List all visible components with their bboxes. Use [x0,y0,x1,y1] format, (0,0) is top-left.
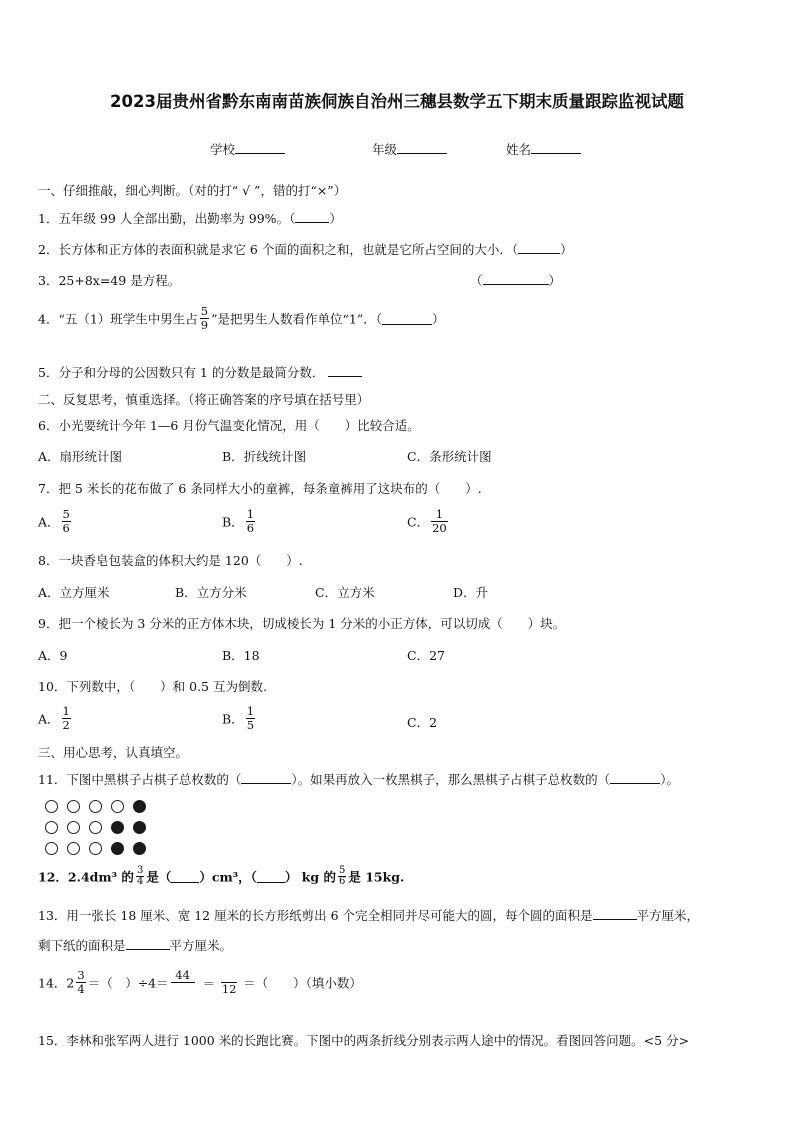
q10-a-denominator: 2 [62,718,70,732]
white-chess-piece [45,800,58,813]
q14-text-pre: 14．2 [38,975,75,991]
question-4 [38,305,445,332]
q11-text-2: ）。如果再放入一枚黑棋子，那么黑棋子占棋子总枚数的（ [291,772,611,787]
q8-option-d[interactable]: D．升 [453,585,489,600]
question-3 [38,271,180,289]
white-chess-piece [45,821,58,834]
q12-fraction-1-num: 3 [136,865,144,876]
white-chess-piece [111,800,124,813]
q13-text-2: 剩下纸的面积是 [38,938,126,953]
white-chess-piece [89,842,102,855]
q12-text-mid1: 是（ [146,869,172,885]
q4-numerator: 5 [200,304,209,318]
question-7: 7．把 5 米长的花布做了 6 条同样大小的童裤，每条童裤用了这块布的（ ）. [38,481,482,496]
page-title: 2023届贵州省黔东南南苗族侗族自治州三穗县数学五下期末质量跟踪监视试题 [110,92,684,111]
q2-text: 2．长方体和正方体的表面积就是求它 6 个面的面积之和，也就是它所占空间的大小．（ [38,242,519,257]
school-label: 学校 [210,142,236,157]
q1-answer-blank[interactable] [295,210,329,223]
q4-text-post: ”是把男生人数看作单位“1”．（ [211,311,382,327]
grade-field[interactable] [372,140,447,158]
q7-a-numerator: 5 [62,507,70,521]
q6-option-a[interactable]: A．扇形统计图 [38,449,123,464]
q12-text-mid3: ） kg 的 [284,869,336,885]
q10-option-b[interactable] [222,705,257,732]
white-chess-piece [89,821,102,834]
q14-text-eq1: ＝（ ）÷4＝ [87,975,169,991]
black-chess-piece [133,821,146,834]
q7-a-denominator: 6 [62,521,70,535]
q7-option-b-label: B． [222,514,244,530]
question-10: 10．下列数中，（ ）和 0.5 互为倒数. [38,679,267,694]
q10-b-denominator: 5 [246,718,255,732]
black-chess-piece [133,800,146,813]
question-13-line-2 [38,936,232,954]
q2-end: ） [560,242,573,257]
q14-fraction-1-den: 4 [77,982,85,996]
q14-text-eq3: ＝（ ）（填小数） [243,975,362,991]
q13-answer-blank-1[interactable] [593,907,637,920]
q14-fraction-3 [217,969,241,996]
q8-option-c[interactable]: C．立方米 [315,585,375,600]
question-11 [38,770,679,788]
question-5 [38,363,362,381]
q14-fraction-3-den: 12 [221,982,237,996]
q12-fraction-1-den: 4 [136,876,144,887]
q10-option-a-label: A． [38,711,60,727]
q14-fraction-1 [76,969,85,996]
q12-fraction-1 [136,866,144,887]
black-chess-piece [111,821,124,834]
q9-option-a[interactable]: A．9 [38,648,68,663]
q14-fraction-1-num: 3 [77,968,85,982]
white-chess-piece [67,800,80,813]
question-8: 8．一块香皂包装盒的体积大约是 120（ ）. [38,553,303,568]
q12-text-post: 是 15kg. [348,869,405,885]
q7-b-denominator: 6 [246,521,255,535]
q4-end: ） [432,311,445,327]
q6-option-b[interactable]: B．折线统计图 [222,449,307,464]
q10-option-a[interactable] [38,705,73,732]
q11-answer-blank-1[interactable] [241,771,291,784]
q7-option-c-label: C． [407,514,430,530]
q3-paren-left: （ [470,273,483,288]
section-1-heading: 一、仔细推敲，细心判断。（对的打“ √ ”，错的打“×”） [38,183,347,198]
q14-fraction-2-den[interactable] [171,982,195,996]
q12-fraction-2-num: 5 [339,865,346,876]
q1-end: ） [329,211,342,226]
q7-option-a-fraction [62,508,71,535]
q12-fraction-2-den: 6 [339,876,346,887]
q14-fraction-2-num: 44 [175,968,190,982]
q14-fraction-3-num[interactable] [217,969,241,982]
q10-option-b-fraction [246,705,255,732]
q12-answer-blank-2[interactable] [257,870,285,883]
q7-option-c-fraction [431,508,448,535]
q6-option-c[interactable]: C．条形统计图 [407,449,492,464]
q7-c-numerator: 1 [435,507,444,521]
q4-text-pre: 4．“五（1）班学生中男生占 [38,311,198,327]
q1-text: 1．五年级 99 人全部出勤，出勤率为 99%。（ [38,211,296,226]
name-label: 姓名 [506,142,532,157]
q13-answer-blank-2[interactable] [126,937,170,950]
school-blank[interactable] [235,141,285,154]
black-chess-piece [133,842,146,855]
q5-answer-blank[interactable] [328,364,362,377]
name-blank[interactable] [531,141,581,154]
q12-text-pre: 12．2.4dm³ 的 [38,869,134,885]
q12-text-mid2: ）cm³，（ [199,869,257,885]
q4-answer-blank[interactable] [382,312,432,325]
q10-option-c[interactable]: C．2 [407,715,438,730]
q13-unit-2: 平方厘米。 [169,938,233,953]
white-chess-piece [67,821,80,834]
q13-text-1: 13．用一张长 18 厘米、宽 12 厘米的长方形纸剪出 6 个完全相同并尽可能大的圆，每个圆的面积是 [38,908,593,923]
question-6: 6．小光要统计今年 1—6 月份气温变化情况，用（ ）比较合适。 [38,418,420,433]
q7-option-c[interactable] [407,508,450,535]
q8-option-a[interactable]: A．立方厘米 [38,585,110,600]
q12-answer-blank-1[interactable] [171,870,199,883]
q10-b-numerator: 1 [246,704,255,718]
q13-unit-1: 平方厘米， [636,908,700,923]
question-14 [38,969,362,996]
question-2 [38,240,573,258]
white-chess-piece [67,842,80,855]
grade-blank[interactable] [397,141,447,154]
school-field[interactable] [210,140,285,158]
q11-end: ）。 [660,772,679,787]
q12-fraction-2 [338,866,346,887]
question-1 [38,209,342,227]
q7-option-b-fraction [246,508,255,535]
question-12 [38,866,404,887]
q7-b-numerator: 1 [246,507,255,521]
grade-label: 年级 [372,142,398,157]
q11-answer-blank-2[interactable] [610,771,660,784]
section-3-heading: 三、用心思考，认真填空。 [38,745,189,760]
q14-text-eq2: ＝ [202,975,216,991]
q3-answer-blank[interactable] [483,272,549,285]
q10-option-a-fraction [62,705,71,732]
white-chess-piece [89,800,102,813]
q8-option-b[interactable]: B．立方分米 [175,585,247,600]
q9-option-c[interactable]: C．27 [407,648,445,663]
question-13-line-1 [38,906,699,924]
q3-text: 3．25+8x=49 是方程。 [38,273,181,288]
q7-option-b[interactable] [222,508,257,535]
q5-text: 5．分子和分母的公因数只有 1 的分数是最简分数． [38,365,325,380]
q11-text-1: 11．下图中黑棋子占棋子总枚数的（ [38,772,242,787]
black-chess-piece [111,842,124,855]
question-15: 15．李林和张军两人进行 1000 米的长跑比赛。下图中的两条折线分别表示两人途中的情况。看图回答问题。<5 分> [38,1033,690,1048]
q3-paren-right: ） [548,273,562,288]
q7-option-a[interactable] [38,508,73,535]
white-chess-piece [45,842,58,855]
q14-fraction-2 [171,969,195,996]
q7-option-a-label: A． [38,514,60,530]
q7-c-denominator: 20 [432,521,447,535]
q4-fraction [200,305,209,332]
q2-answer-blank[interactable] [518,241,560,254]
section-2-heading: 二、反复思考，慎重选择。（将正确答案的序号填在括号里） [38,392,370,407]
q10-a-numerator: 1 [62,704,70,718]
q3-answer [470,271,561,289]
question-9: 9．把一个棱长为 3 分米的正方体木块，切成棱长为 1 分米的小正方体，可以切成（ ）块。 [38,616,566,631]
name-field[interactable] [506,140,581,158]
q10-option-b-label: B． [222,711,244,727]
q4-denominator: 9 [200,318,209,332]
q9-option-b[interactable]: B．18 [222,648,260,663]
